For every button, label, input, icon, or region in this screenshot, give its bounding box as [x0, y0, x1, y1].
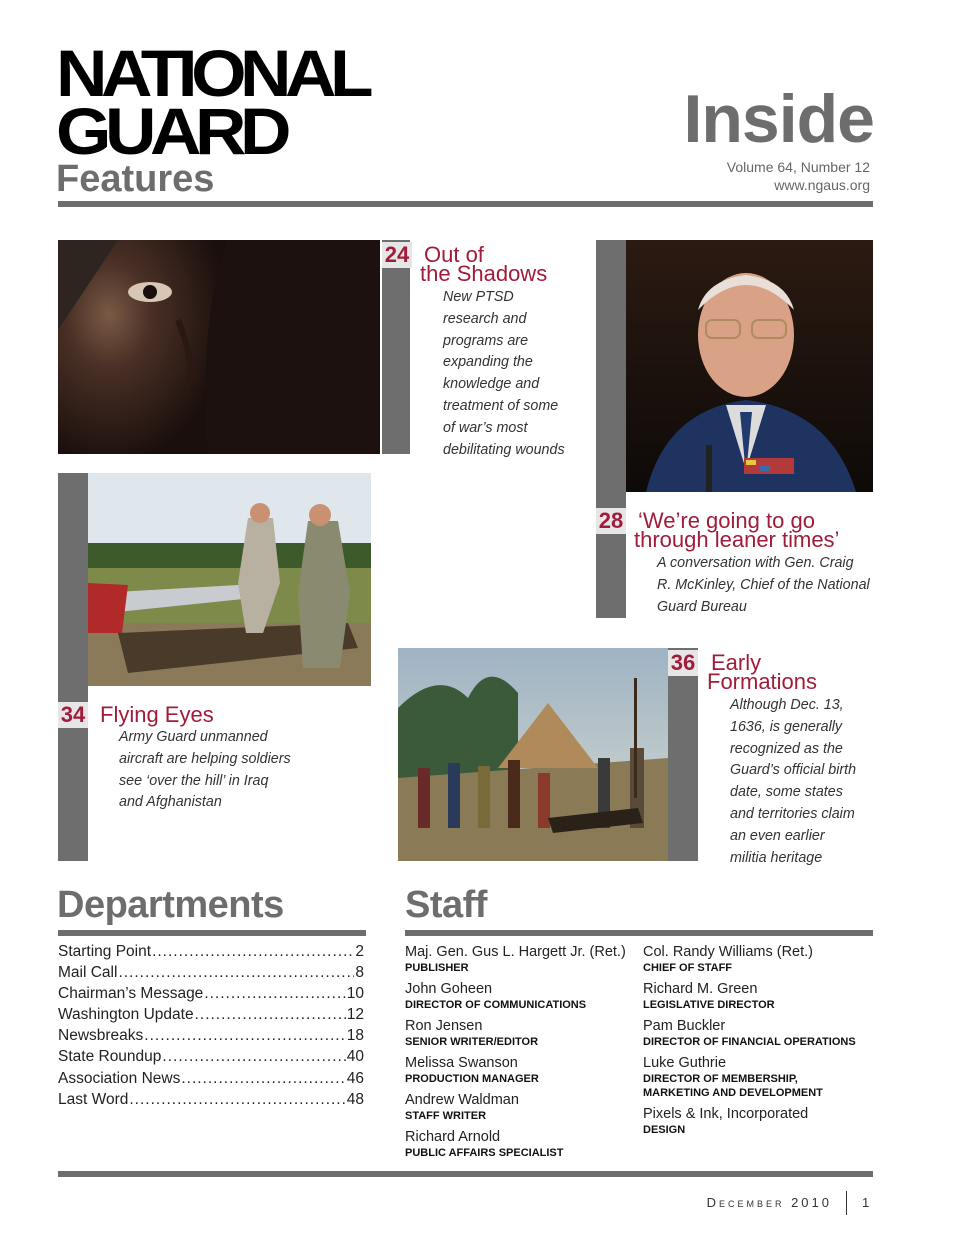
desc-line: recognized as the — [730, 740, 843, 757]
staff-entry — [405, 1092, 637, 1123]
feature-title[interactable]: Flying Eyes — [100, 702, 214, 727]
page-title: Inside — [683, 81, 874, 157]
header-rule — [58, 201, 873, 207]
staff-role: DIRECTOR OF MEMBERSHIP, — [643, 1073, 798, 1085]
staff-role: PUBLISHER — [405, 962, 469, 974]
staff-role: DIRECTOR OF FINANCIAL OPERATIONS — [643, 1036, 856, 1048]
staff-name: Melissa Swanson — [405, 1055, 518, 1071]
issue-date: December 2010 — [706, 1195, 832, 1210]
staff-column-left — [405, 944, 637, 1166]
desc-line: Guard Bureau — [657, 598, 747, 615]
department-item[interactable]: Newsbreaks ..... 18 — [58, 1027, 364, 1048]
desc-line: militia heritage — [730, 849, 823, 866]
department-item[interactable]: Starting Point ..... 2 — [58, 943, 364, 964]
department-item[interactable]: Mail Call ..... 8 — [58, 964, 364, 985]
feature-description — [119, 727, 291, 814]
desc-line: programs are — [443, 332, 529, 349]
feature-bar — [58, 473, 88, 861]
desc-line: 1636, is generally — [730, 718, 843, 735]
staff-role-cont: MARKETING AND DEVELOPMENT — [643, 1087, 823, 1099]
staff-name: Richard Arnold — [405, 1129, 501, 1145]
logo-guard: GUARD — [56, 94, 285, 168]
feature-page-number: 24 — [382, 242, 412, 268]
desc-line: expanding the — [443, 354, 533, 371]
staff-entry — [405, 1129, 637, 1160]
desc-line: New PTSD — [443, 289, 514, 305]
uav-soldiers-photo — [88, 473, 371, 686]
desc-line: see ‘over the hill’ in Iraq — [119, 772, 269, 789]
staff-name: Maj. Gen. Gus L. Hargett Jr. (Ret.) — [405, 944, 626, 960]
department-item[interactable]: Last Word ..... 48 — [58, 1091, 364, 1112]
department-item[interactable]: Association News ..... 46 — [58, 1070, 364, 1091]
staff-rule — [405, 930, 873, 936]
staff-entry — [405, 1018, 637, 1049]
desc-line: Guard’s official birth — [730, 762, 857, 779]
staff-entry — [643, 981, 873, 1012]
staff-column-right — [643, 944, 873, 1143]
staff-role: PUBLIC AFFAIRS SPECIALIST — [405, 1147, 564, 1159]
staff-role: SENIOR WRITER/EDITOR — [405, 1036, 539, 1048]
staff-name: Pam Buckler — [643, 1018, 726, 1034]
soldier-face-photo — [58, 240, 380, 454]
feature-page-number: 28 — [596, 508, 626, 534]
militia-painting — [398, 648, 668, 861]
staff-entry — [405, 981, 637, 1012]
desc-line: of war’s most — [443, 419, 528, 436]
feature-title-cont: Formations — [707, 669, 818, 694]
website-url: www.ngaus.org — [774, 177, 870, 193]
department-item[interactable]: State Roundup ..... 40 — [58, 1048, 364, 1069]
feature-description — [657, 553, 870, 618]
feature-title-cont: the Shadows — [420, 261, 548, 286]
department-item[interactable]: Chairman’s Message ..... 10 — [58, 985, 364, 1006]
staff-role: DESIGN — [643, 1124, 686, 1136]
feature-page-number: 36 — [668, 650, 698, 676]
desc-line: date, some states — [730, 784, 843, 801]
staff-entry — [643, 944, 873, 975]
feature-bar — [668, 648, 698, 861]
staff-name: Andrew Waldman — [405, 1092, 519, 1108]
staff-name: Ron Jensen — [405, 1018, 483, 1034]
feature-title[interactable]: ‘We’re going to go — [638, 508, 815, 533]
volume-number: Volume 64, Number 12 — [726, 159, 870, 175]
section-title-features: Features — [56, 158, 215, 200]
feature-page-number: 34 — [58, 702, 88, 728]
desc-line: and territories claim — [730, 805, 855, 822]
staff-role: LEGISLATIVE DIRECTOR — [643, 999, 775, 1011]
staff-entry — [405, 944, 637, 975]
feature-description — [730, 695, 856, 869]
department-item[interactable]: Washington Update ..... 12 — [58, 1006, 364, 1027]
staff-entry — [405, 1055, 637, 1086]
desc-line: and Afghanistan — [119, 794, 222, 811]
feature-description — [443, 287, 565, 461]
feature-title-cont: through leaner times’ — [634, 527, 840, 552]
staff-role: DIRECTOR OF COMMUNICATIONS — [405, 999, 587, 1011]
desc-line: A conversation with Gen. Craig — [657, 555, 854, 571]
logo-national: NATIONAL — [56, 36, 368, 110]
staff-name: Pixels & Ink, Incorporated — [643, 1106, 809, 1122]
desc-line: Although Dec. 13, — [730, 697, 844, 713]
staff-heading: Staff — [405, 884, 487, 926]
staff-name: Col. Randy Williams (Ret.) — [643, 944, 813, 960]
departments-list — [58, 943, 364, 1112]
staff-entry — [643, 1018, 873, 1049]
departments-heading: Departments — [57, 884, 284, 926]
page-number: 1 — [862, 1195, 870, 1210]
staff-name: Richard M. Green — [643, 981, 758, 997]
staff-role: PRODUCTION MANAGER — [405, 1073, 539, 1085]
desc-line: an even earlier — [730, 827, 825, 844]
desc-line: R. McKinley, Chief of the National — [657, 576, 870, 593]
desc-line: debilitating wounds — [443, 441, 565, 458]
desc-line: research and — [443, 310, 527, 327]
staff-role: STAFF WRITER — [405, 1110, 487, 1122]
feature-title-line: Out of — [424, 242, 484, 267]
feature-title[interactable]: Early — [711, 650, 762, 675]
desc-line: treatment of some — [443, 397, 559, 414]
desc-line: Army Guard unmanned — [119, 729, 268, 745]
desc-line: knowledge and — [443, 376, 540, 393]
staff-name: Luke Guthrie — [643, 1055, 727, 1071]
footer-divider — [846, 1191, 847, 1215]
staff-entry — [643, 1106, 873, 1137]
footer-rule — [58, 1171, 873, 1177]
desc-line: aircraft are helping soldiers — [119, 750, 291, 767]
general-portrait-photo — [626, 240, 873, 492]
departments-rule — [58, 930, 366, 936]
feature-bar — [596, 240, 626, 618]
staff-role: CHIEF OF STAFF — [643, 962, 733, 974]
feature-bar — [382, 240, 410, 454]
staff-name: John Goheen — [405, 981, 493, 997]
staff-entry — [643, 1055, 873, 1100]
